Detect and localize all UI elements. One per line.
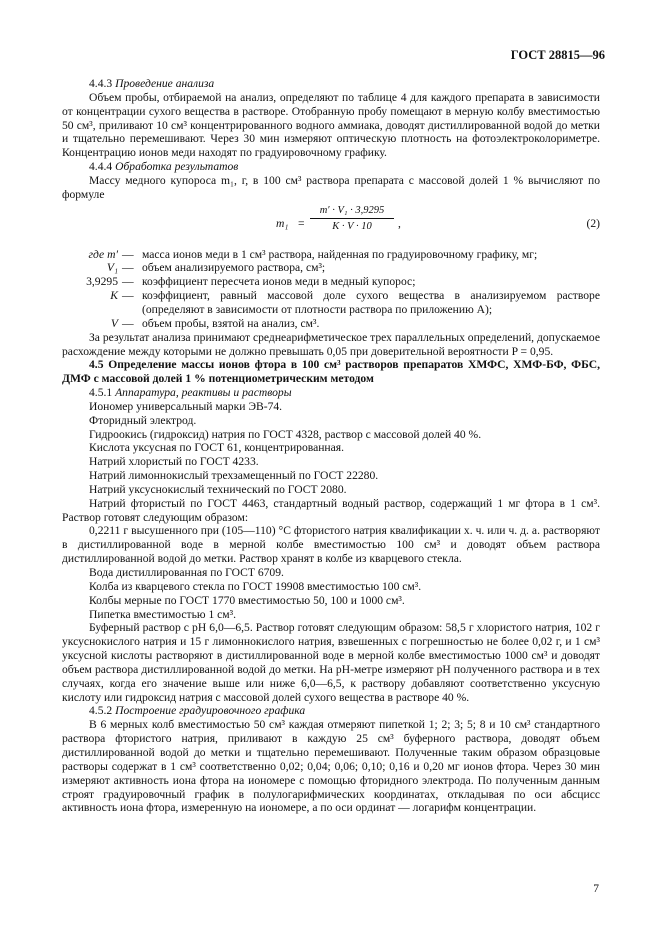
list-item: Вода дистиллированная по ГОСТ 6709. xyxy=(89,566,284,579)
page-content xyxy=(62,77,600,815)
heading-451 xyxy=(62,386,600,400)
list-item: Колба из кварцевого стекла по ГОСТ 19908 вместимостью 100 см³. xyxy=(89,579,422,593)
paragraph-444: Массу медного купороса m₁, г, в 100 см³ раствора препарата с массовой долей 1 % вычисляют по формуле xyxy=(62,173,600,201)
heading-444 xyxy=(62,160,600,174)
legend-dash: — xyxy=(122,261,134,275)
heading-443-title: Проведение анализа xyxy=(115,77,215,90)
heading-444-title: Обработка результатов xyxy=(115,160,239,174)
formula-lhs: m₁ xyxy=(276,216,289,230)
list-item: Колбы мерные по ГОСТ 1770 вместимостью 50, 100 и 1000 см³. xyxy=(89,593,405,607)
legend-symbol: 3,9295 xyxy=(86,275,118,289)
list-item: Натрий хлористый по ГОСТ 4233. xyxy=(89,455,259,469)
formula-number: (2) xyxy=(586,216,600,230)
list-item: Пипетка вместимостью 1 см³. xyxy=(89,607,236,621)
heading-452 xyxy=(62,704,600,718)
formula-2 xyxy=(62,204,600,244)
heading-452-num: 4.5.2 xyxy=(89,704,113,718)
list-item: Натрий лимоннокислый трехзамещенный по ГОСТ 22280. xyxy=(89,469,379,483)
legend-text: коэффициент, равный массовой доле сухого вещества в анализируемом растворе (определяют в зависимости от плотности раствора по приложению А); xyxy=(142,289,600,316)
legend-text: масса ионов меди в 1 см³ раствора, найденная по градуировочному графику, мг; xyxy=(142,247,538,261)
list-item: Натрий фтористый по ГОСТ 4463, стандартный водный раствор, содержащий 1 мг фтора в 1 см³. Раствор готовят следующим образом: xyxy=(62,496,600,524)
formula-denominator: K · V · 10 xyxy=(332,221,372,233)
legend-dash: — xyxy=(122,247,134,261)
heading-443 xyxy=(62,77,600,91)
legend-row xyxy=(62,317,600,331)
formula-fraction xyxy=(310,204,394,235)
legend-row xyxy=(62,261,600,275)
list-item: 0,2211 г высушенного при (105—110) °С фтористого натрия квалификации х. ч. или ч. д. а. растворяют в дистиллированной воде в мерной колбе вместимостью 100 см³ и доводят объем раствора дистиллированной водой до метки. Раствор хранят в колбе из кварцевого стекла. xyxy=(62,524,600,566)
legend-dash: — xyxy=(122,275,134,289)
heading-444-num: 4.4.4 xyxy=(89,160,113,174)
legend-row xyxy=(62,289,600,317)
list-item: Кислота уксусная по ГОСТ 61, концентрированная. xyxy=(89,441,345,455)
heading-45: 4.5 Определение массы ионов фтора в 100 см³ растворов препаратов ХМФС, ХМФ-БФ, ФБС, ДМФ с массовой долей 1 % потенциометрическим методом xyxy=(62,358,600,386)
list-item: Гидроокись (гидроксид) натрия по ГОСТ 4328, раствор с массовой долей 40 %. xyxy=(89,427,482,441)
heading-451-num: 4.5.1 xyxy=(89,386,113,400)
legend-symbol: где m′ xyxy=(88,247,118,261)
legend-dash: — xyxy=(122,289,134,303)
standard-header: ГОСТ 28815—96 xyxy=(510,48,605,62)
legend-text: объем анализируемого раствора, см³; xyxy=(142,261,326,275)
legend-text: объем пробы, взятой на анализ, см³. xyxy=(142,316,320,330)
heading-443-num: 4.4.3 xyxy=(89,77,113,90)
legend-symbol: K xyxy=(110,289,118,303)
list-item: Натрий уксуснокислый технический по ГОСТ 2080. xyxy=(89,482,347,496)
heading-451-title: Аппаратура, реактивы и растворы xyxy=(115,386,292,400)
legend-text: коэффициент пересчета ионов меди в медный купорос; xyxy=(142,275,416,289)
legend-row xyxy=(62,275,600,289)
legend-symbol: V₁ xyxy=(106,261,118,275)
formula-equals: = xyxy=(298,216,305,230)
heading-452-title: Построение градуировочного графика xyxy=(115,704,306,718)
paragraph-result: За результат анализа принимают среднеарифметическое трех параллельных определений, допускаемое расхождение между которыми не должно превышать 0,05 при доверительной вероятности P = 0,95. xyxy=(62,330,600,358)
legend-symbol: V xyxy=(110,316,118,330)
list-item: Фторидный электрод. xyxy=(89,413,197,427)
paragraph-452: В 6 мерных колб вместимостью 50 см³ каждая отмеряют пипеткой 1; 2; 3; 5; 8 и 10 см³ стандартного раствора фтористого натрия, приливают в каждую 25 см³ буферного раствора, доводят объем дистиллированной водой до метки и тщательно перемешивают. Полученные таким образом образцовые растворы содержат в 1 см³ соответственно 0,02; 0,04; 0,06; 0,10; 0,16 и 0,20 мг ионов фтора. Через 30 мин измеряют активность иона фтора на иономере с помощью фторидного электрода. По полученным данным строят градуировочный график в полулогарифмических координатах, откладывая по оси абсцисс активность иона фтора, измеренную на иономере, а по оси ординат — логарифм концентрации. xyxy=(62,718,600,815)
legend-dash: — xyxy=(122,316,134,330)
paragraph-443: Объем пробы, отбираемой на анализ, определяют по таблице 4 для каждого препарата в зависимости от концентрации сухого вещества в растворе. Отобранную пробу помещают в мерную колбу вместимостью 50 см³, приливают 10 см³ концентрированного водного аммиака, доводят дистиллированной водой до метки и тщательно перемешивают. Через 30 мин измеряют оптическую плотность на фотоэлектроколориметре. Концентрацию ионов меди находят по градуировочному графику. xyxy=(62,90,600,160)
legend-row xyxy=(62,248,600,262)
formula-comma: , xyxy=(398,216,401,230)
formula-numerator: m′ · V₁ · 3,9295 xyxy=(310,204,394,220)
page-number: 7 xyxy=(593,883,599,895)
list-item: Иономер универсальный марки ЭВ-74. xyxy=(89,399,283,413)
list-item: Буферный раствор с рН 6,0—6,5. Раствор готовят следующим образом: 58,5 г хлористого натрия, 102 г уксуснокислого натрия и 15 г лимоннокислого натрия, взвешенных с погрешностью не более 0,02 г, и 1 см³ уксусной кислоты растворяют в дистиллированной воде в мерной колбе вместимостью 1000 см³ и доводят объем раствора дистиллированной водой до метки. На рН-метре измеряют рН полученного раствора и в тех случаях, когда его значение выше или ниже 6,0—6,5, к раствору добавляют соответственно уксусную кислоту или гидроксид натрия с массовой долей сухого вещества в растворе 40 %. xyxy=(62,621,600,704)
formula-legend xyxy=(62,248,600,331)
